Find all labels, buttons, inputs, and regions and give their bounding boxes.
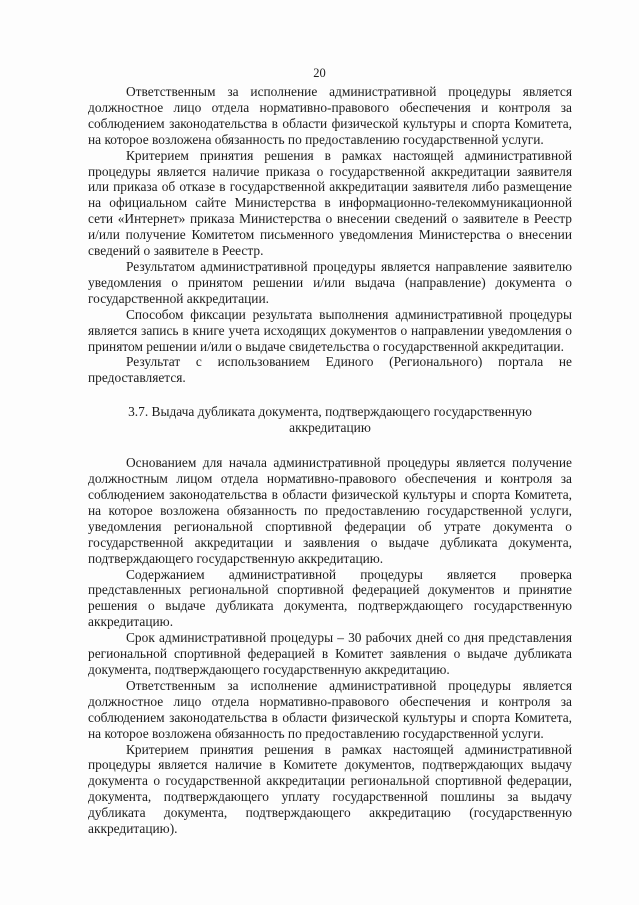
page-number: 20: [313, 66, 326, 80]
paragraph-result-recording: Способом фиксации результата выполнения административной процедуры является запись в книге учета исходящих документов о направлении уведомления о принятом решении и/или о выдаче свидетельства о государственной аккредитации.: [88, 306, 572, 354]
paragraph-responsible-person: Ответственным за исполнение административной процедуры является должностное лицо отдела нормативно-правового обеспечения и контроля за соблюдением законодательства в области физической культуры и спорта Комитета, на которое возложена обязанность по предоставлению государственной услуги.: [88, 84, 572, 147]
paragraph-procedure-result: Результатом административной процедуры является направление заявителю уведомления о принятом решении и/или выдача (направление) документа о государственной аккредитации.: [88, 258, 572, 306]
paragraph-procedure-basis: Основанием для начала административной процедуры является получение должностным лицом отдела нормативно-правового обеспечения и контроля за соблюдением законодательства в области физической культуры и спорта Комитета, на которое возложена обязанность по предоставлению государственной услуги, уведомления региональной спортивной федерации об утрате документа о государственной аккредитации и заявления о выдаче дубликата документа, подтверждающего государственную аккредитацию.: [88, 455, 572, 566]
section-heading: 3.7. Выдача дубликата документа, подтверждающего государственную аккредитацию: [128, 404, 532, 436]
paragraph-decision-criterion: Критерием принятия решения в рамках настоящей административной процедуры является наличие приказа о государственной аккредитации заявителя или приказа об отказе в государственной аккредитации заявителя либо размещение на официальном сайте Министерства в информационно-телекоммуникационной сети «Интернет» приказа Министерства о внесении сведений о заявителе в Реестр и/или получение Комитетом письменного уведомления Министерства о внесении сведений о заявителе в Реестр.: [88, 147, 572, 259]
paragraph-procedure-term: Срок административной процедуры – 30 рабочих дней со дня представления региональной спортивной федерацией в Комитет заявления о выдаче дубликата документа, подтверждающего государственную аккредитацию.: [88, 630, 572, 677]
paragraph-responsible-person-duplicate: Ответственным за исполнение административной процедуры является должностное лицо отдела нормативно-правового обеспечения и контроля за соблюдением законодательства в области физической культуры и спорта Комитета, на которое возложена обязанность по предоставлению государственной услуги.: [88, 677, 572, 741]
paragraph-portal-note: Результат с использованием Единого (Регионального) портала не предоставляется.: [88, 354, 572, 386]
document-body: [88, 84, 572, 837]
paragraph-decision-criterion-duplicate: Критерием принятия решения в рамках настоящей административной процедуры является наличие в Комитете документов, подтверждающих выдачу документа о государственной аккредитации региональной спортивной федерации, документа, подтверждающего уплату государственной пошлины за выдачу дубликата документа, подтверждающего аккредитацию (государственную аккредитацию).: [88, 741, 572, 837]
paragraph-procedure-content: Содержанием административной процедуры является проверка представленных региональной спортивной федерацией документов и принятие решения о выдаче дубликата документа, подтверждающего государственную аккредитацию.: [88, 566, 572, 630]
